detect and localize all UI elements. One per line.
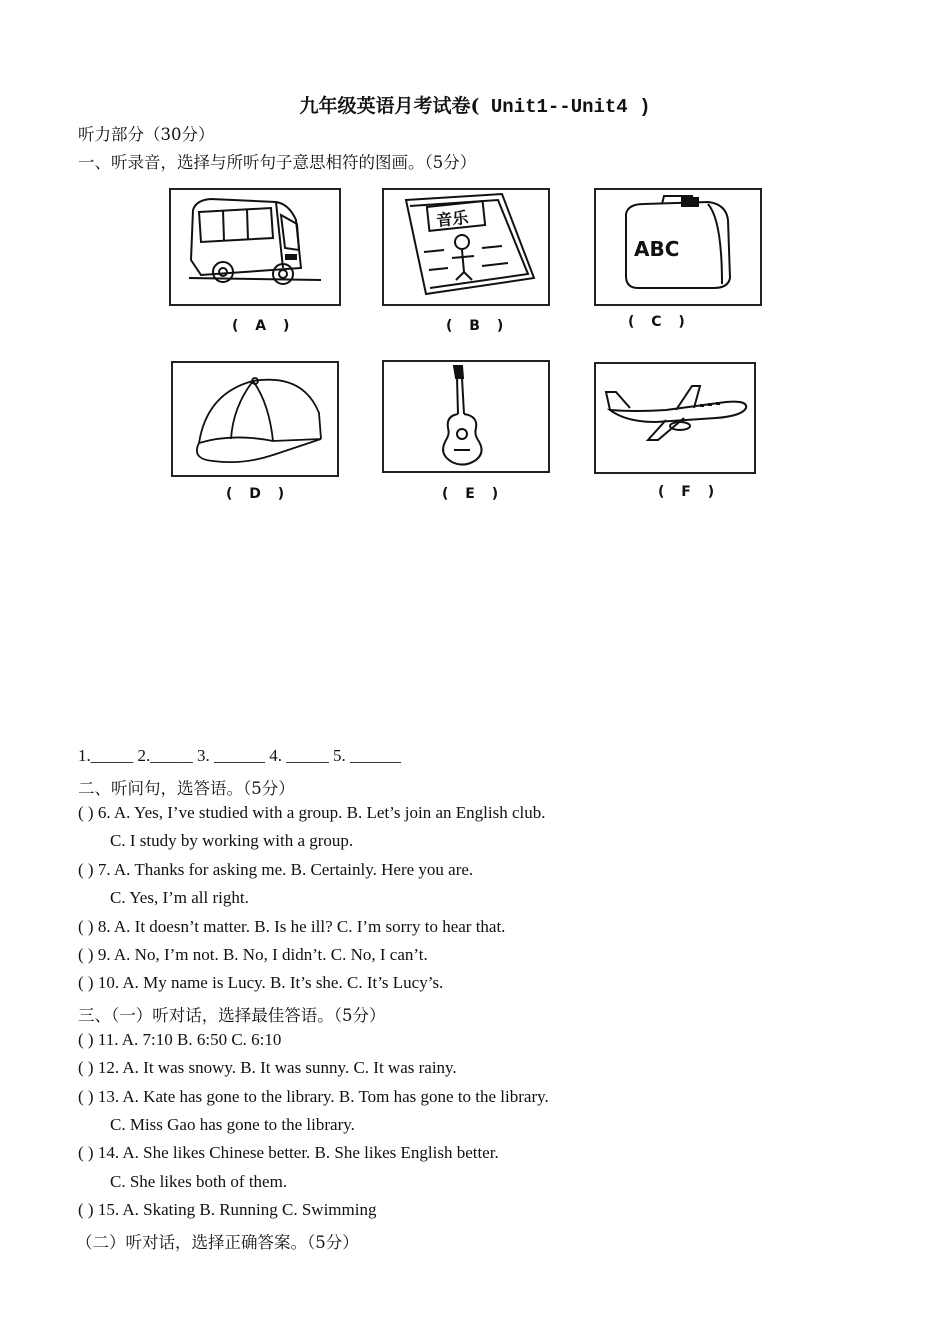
question-12: ( ) 12. A. It was snowy. B. It was sunny. C. It was rainy.: [78, 1058, 457, 1077]
question-7: ( ) 7. A. Thanks for asking me. B. Certainly. Here you are.: [78, 860, 474, 879]
picture-f-label: ( F ): [658, 484, 721, 500]
music-book-text: 音乐: [435, 207, 470, 231]
guitar-icon: [384, 362, 548, 471]
question-7-option-c: C. Yes, I’m all right.: [110, 888, 249, 907]
picture-d-label: ( D ): [226, 486, 291, 502]
picture-c: [594, 188, 762, 306]
question-14-option-c: C. She likes both of them.: [110, 1172, 288, 1191]
question-8: ( ) 8. A. It doesn’t matter. B. Is he ill? C. I’m sorry to hear that.: [78, 917, 506, 936]
section1-heading: 一、听录音，选择与所听句子意思相符的图画。（5分）: [78, 153, 477, 172]
section3-heading: 三、（一）听对话，选择最佳答语。（5分）: [78, 1006, 386, 1025]
question-10: ( ) 10. A. My name is Lucy. B. It’s she. C. It’s Lucy’s.: [78, 973, 444, 992]
picture-e: [382, 360, 550, 473]
picture-a: [169, 188, 341, 306]
question-6: ( ) 6. A. Yes, I’ve studied with a group. B. Let’s join an English club.: [78, 803, 546, 822]
answer-line: 1._____ 2._____ 3. ______ 4. _____ 5. ______: [78, 746, 401, 765]
picture-b-label: ( B ): [446, 318, 510, 334]
music-book-icon: [384, 190, 548, 304]
bus-icon: [171, 190, 339, 304]
school-bag-icon: [596, 190, 760, 304]
question-6-option-c: C. I study by working with a group.: [110, 831, 354, 850]
section3-subheading: （二）听对话，选择正确答案。（5分）: [76, 1233, 359, 1252]
question-14: ( ) 14. A. She likes Chinese better. B. She likes English better.: [78, 1143, 499, 1162]
picture-b: [382, 188, 550, 306]
question-13: ( ) 13. A. Kate has gone to the library. B. Tom has gone to the library.: [78, 1087, 549, 1106]
question-15: ( ) 15. A. Skating B. Running C. Swimming: [78, 1200, 377, 1219]
picture-d: [171, 361, 339, 477]
picture-f: [594, 362, 756, 474]
school-bag-text: ABC: [634, 237, 680, 261]
question-13-option-c: C. Miss Gao has gone to the library.: [110, 1115, 355, 1134]
picture-c-label: ( C ): [628, 314, 691, 330]
section2-heading: 二、听问句，选答语。（5分）: [78, 779, 295, 798]
cap-icon: [173, 363, 337, 475]
listening-header: 听力部分（30分）: [78, 125, 215, 144]
page-title: [0, 91, 950, 118]
title-text: 九年级英语月考试卷(: [299, 95, 480, 117]
title-units: Unit1--Unit4 ): [479, 96, 651, 118]
question-11: ( ) 11. A. 7:10 B. 6:50 C. 6:10: [78, 1030, 282, 1049]
picture-e-label: ( E ): [442, 486, 505, 502]
picture-a-label: ( A ): [232, 318, 296, 334]
airplane-icon: [596, 364, 754, 472]
question-9: ( ) 9. A. No, I’m not. B. No, I didn’t. C. No, I can’t.: [78, 945, 428, 964]
